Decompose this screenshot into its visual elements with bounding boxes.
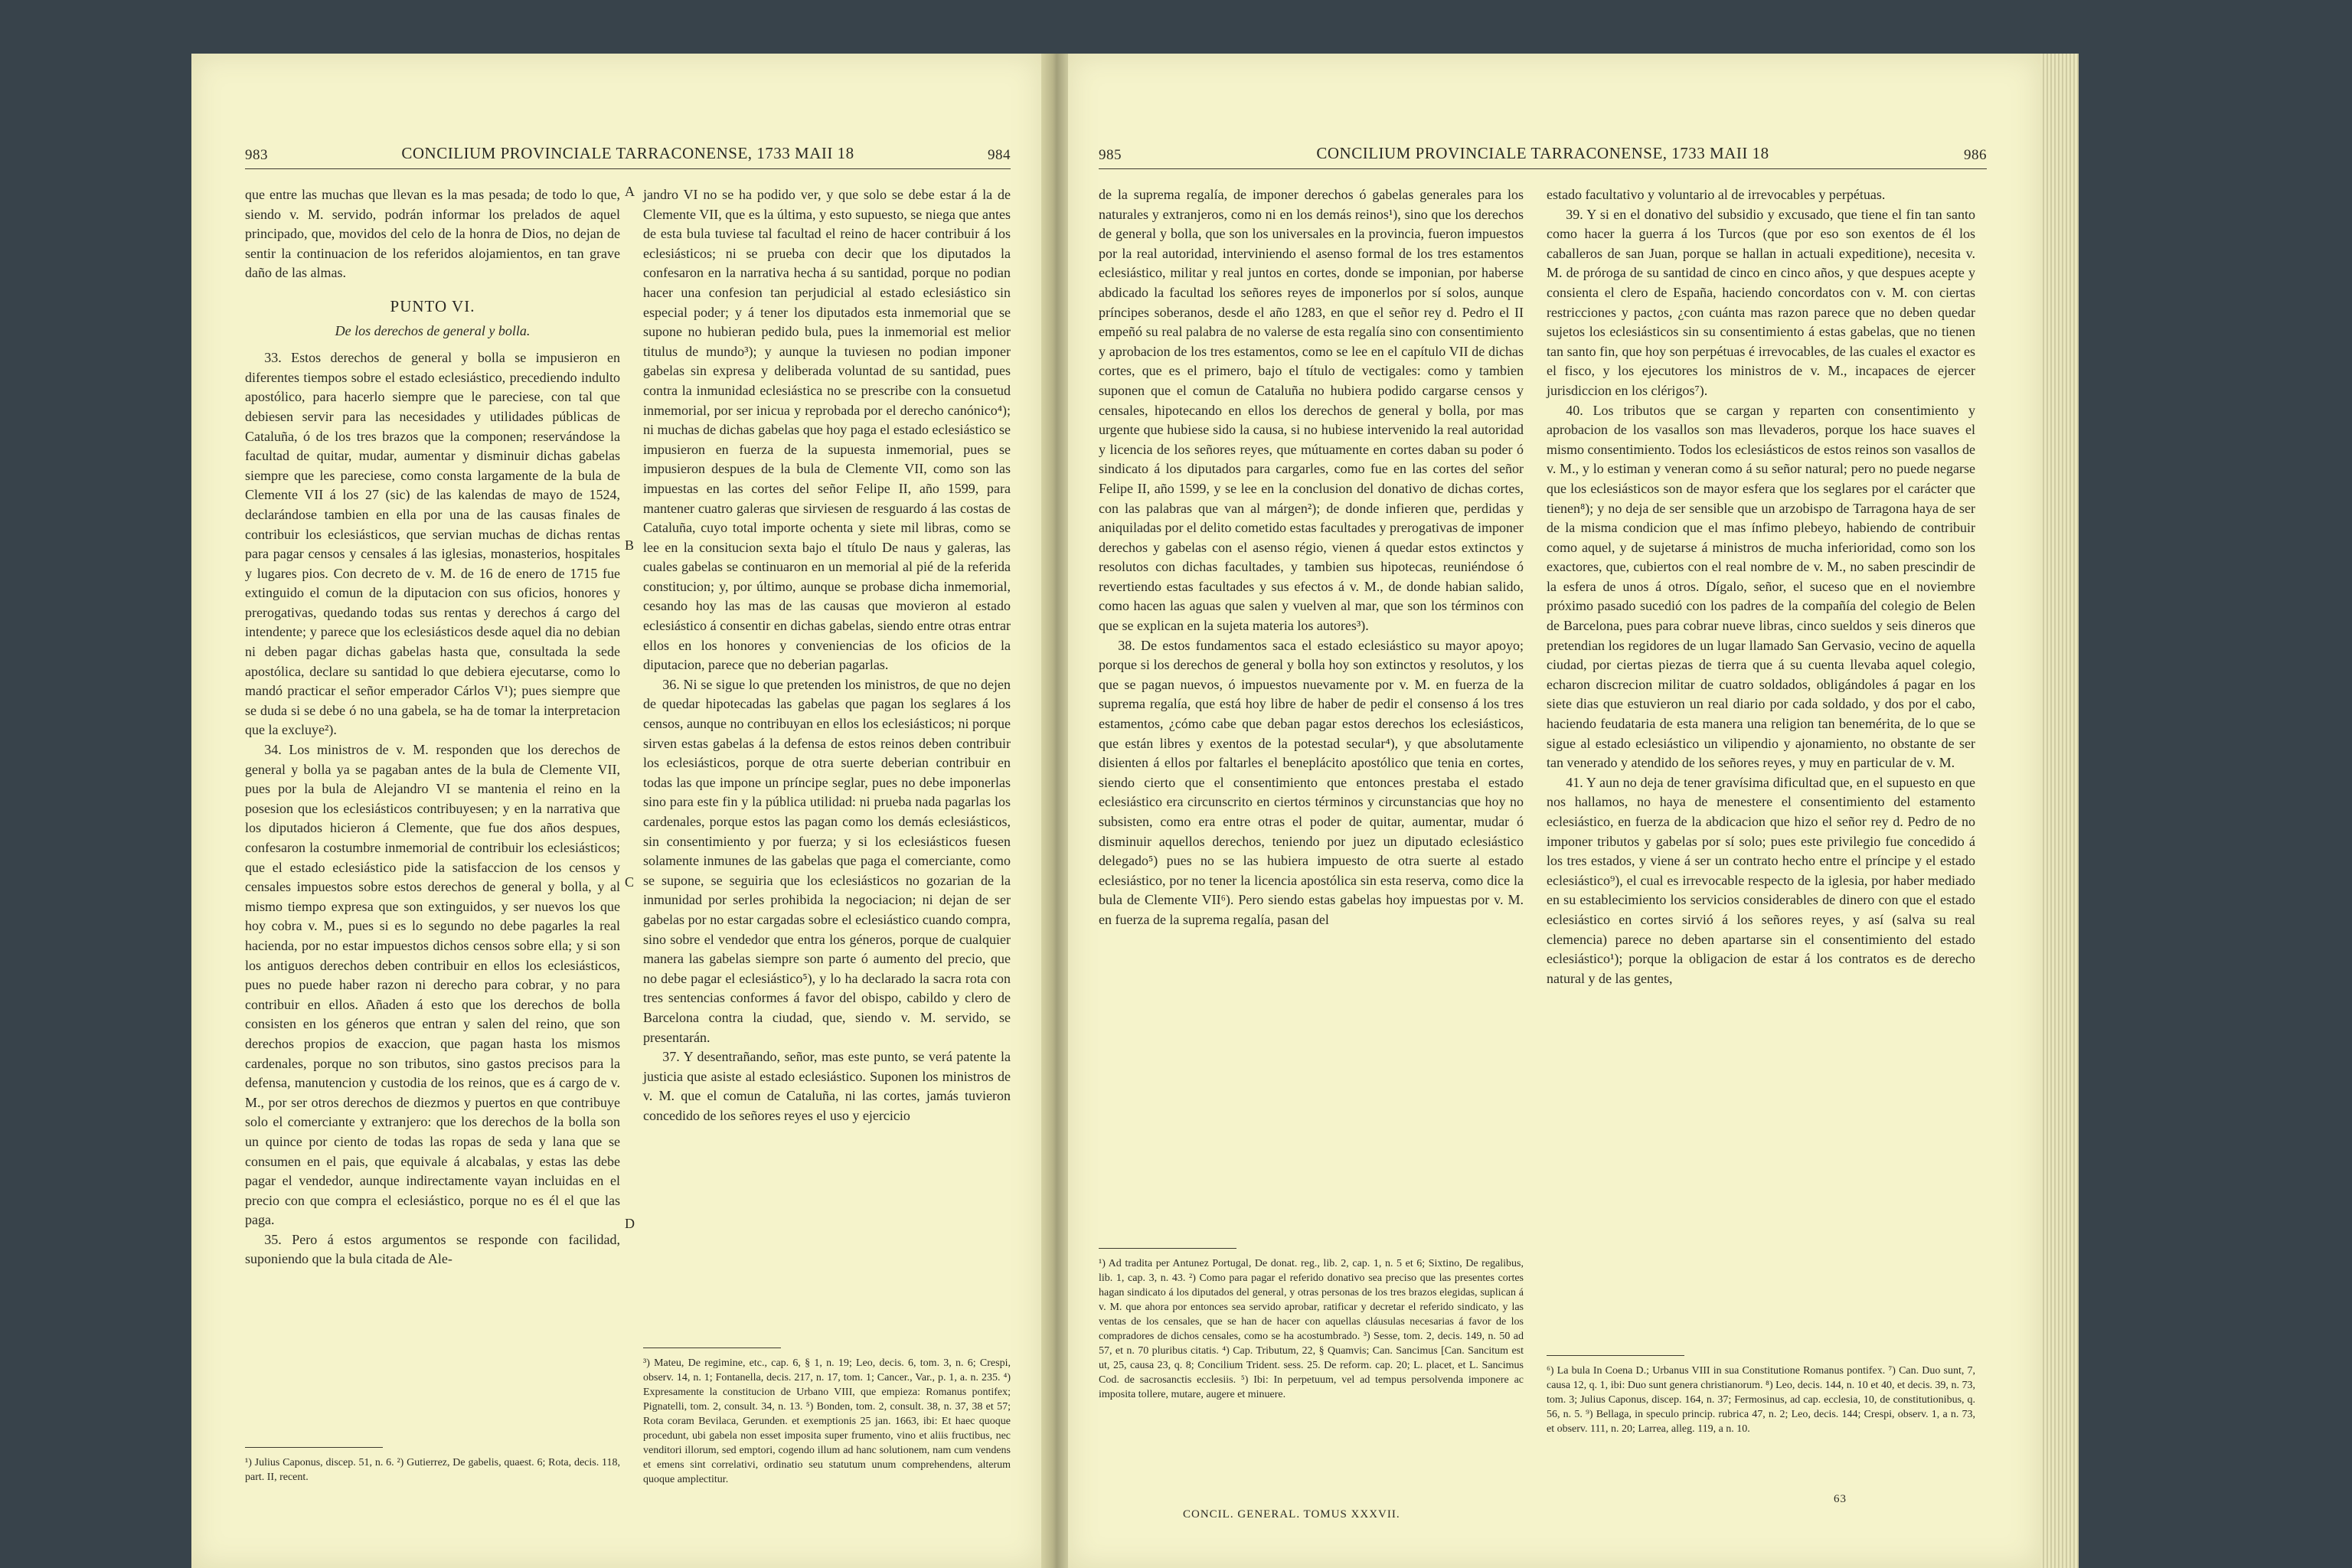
margin-marker: A (625, 184, 635, 199)
paragraph: 41. Y aun no deja de tener gravísima dificultad que, en el supuesto en que nos hallamos, no haya de menestere el consentimiento del estamento eclesiástico, en fuerza de la abdicacion que hizo el señor rey d. Pedro de no imponer tributos y gabelas por sí solo; pues este privilegio fue concedido á los tres estados, y viene á ser un contrato hecho entre el príncipe y el estado eclesiástico⁹), el cual es irrevocable respecto de la iglesia, por haber mediado en su establecimiento los servicios considerables de dinero con que el estado eclesiástico en cortes sirvió á los señores reyes, y así (salva su real clemencia) parece no deben apartarse sin el consentimiento del estado eclesiástico¹); porque la obligacion de estar á los contratos es de derecho natural y de las gentes, (1547, 774, 1975, 986)
text-column-left (245, 185, 620, 1269)
paragraph: 34. Los ministros de v. M. responden que los derechos de general y bolla ya se pagaban antes de la bula de Clemente VII, pues por la bula de Alejandro VI se mantenia el reino en la posesion que los eclesiásticos contribuyesen; y en la narrativa que los diputados hicieron á Clemente, que fue dos años despues, confesaron la costumbre inmemorial de contribuir los eclesiásticos; que el estado eclesiástico pide la satisfaccion de los censos y censales impuestos sobre estos derechos de general y bolla, y al mismo tiempo expresa que son extinguidos, y ser nuevos los que hoy cobra v. M., pues si es lo segundo no debe pagarles la real hacienda, por no estar impuestos dichos censos sobre ella; y si son los antiguos derechos deben contribuir en ellos los eclesiásticos, pues no puede haber razon ni derecho para cobrar, y no para contribuir en ellos. Añaden á esto que los derechos de bolla consisten en los géneros que entran y salen del reino, que son derechos propios de exaccion, que pagan hasta los mismos cardenales, porque no son tributos, sino gastos precisos para la defensa, manutencion y custodia de los reinos, que es á cargo de v. M., por ser otros derechos de diezmos y puertos en que contribuye solo el comerciante y extranjero: que los derechos de la bolla son un quince por ciento de todas las ropas de seda y lana que se consumen en el pais, que equivale á alcabalas, y estas las debe pagar el vendedor, aunque indirectamente vayan incluidas en el precio con que compra el eclesiástico, porque no es él el que las paga. (245, 742, 620, 1228)
right-page (1068, 54, 2040, 1568)
footnote-text: ³) Mateu, De regimine, etc., cap. 6, § 1, n. 19; Leo, decis. 6, tom. 3, n. 6; Crespi, observ. 14, n. 1; Fontanella, decis. 217, n. 17, tom. 1; Cancer., Var., p. 1, a. n. 235. ⁴) Expresamente la constitucion de Urbano VIII, que empieza: Romanus pontifex; Pignatelli, tom. 2, consult. 34, n. 13. ⁵) Bonden, tom. 2, consult. 38, n. 37, 38 et 57; Rota coram Bevilaca, Gerunden. et exemptionis 25 jan. 1663, ibi: Et haec quoque procedunt, ubi gabela non esset imposita super frumento, vino et aliis fructibus, nec venditori illorum, sed emptori, cogendo illum ad hanc solutionem, nam cum vendens et emens sint correlativi, ordinatio seu statutum unum comprehendens, alterum quoque amplectitur. (643, 1357, 1011, 1485)
paragraph: 40. Los tributos que se cargan y reparten con consentimiento y aprobacion de los vasallos son mas llevaderos, porque los hace suaves el mismo consentimiento. Todos los eclesiásticos de estos reinos son vasallos de v. M., y lo estiman y veneran como á su señor natural; pero no puede negarse que los eclesiásticos son de mayor esfera que los seglares por el carácter que tienen⁸); y no deja de ser sensible que un arzobispo de Tarragona haya de ser de la misma condicion que el mas ínfimo plebeyo, habiendo de contribuir como aquel, y de sujetarse á ministros de mucha inferioridad, como son los exactores, que, cubiertos con el real nombre de v. M., no saben prescindir de la esfera de unos á otros. Dígalo, señor, el suceso que en el noviembre próximo pasado sucedió con los padres de la compañía del colegio de Belen de Barcelona, pues para cobrar nueve libras, cinco sueldos y seis dineros que pretendian los regidores de un lugar llamado San Gervasio, vecino de aquella ciudad, por ciertas piezas de tierra que á su cuenta llevaba aquel colegio, echaron discrecion militar de cuatro soldados, obligándoles á pagar en los siete dias que estuvieron un real diario por cada soldado, y dos por el cabo, haciendo feudataria de esta manera una religion tan benemérita, de lo que se sigue al estado eclesiástico un vilipendio y ajonamiento, no obstante de ser tan venerado y atendido de los señores reyes, y muy en particular de v. M. (1547, 402, 1975, 771)
section-subheading: De los derechos de general y bolla. (335, 322, 531, 338)
header-rule (245, 168, 1011, 169)
footnote-text: ¹) Julius Caponus, discep. 51, n. 6. ²) Gutierrez, De gabelis, quaest. 6; Rota, decis. 118, part. II, recent. (245, 1457, 620, 1483)
header-rule (1099, 168, 1987, 169)
margin-marker: D (625, 1216, 635, 1231)
paragraph: jandro VI no se ha podido ver, y que solo se debe estar á la de Clemente VII, que es la última, y esto supuesto, se niega que antes de esta bula tuviese tal facultad el reino de hacer contribuir á los eclesiásticos; ni se prueba con decir que los diputados la confesaron en la narrativa hecha á su santidad, porque no podian hacer una confesion tan perjudicial al estado eclesiástico sin especial poder; y á tener los diputados esta inmemorial que se supone no hubieran pedido bula, pues la inmemorial est melior titulus de mundo³); y aunque la tuviesen no podian imponer gabelas sin expresa y deliberada voluntad de su santidad, pues contra la inmunidad eclesiástica no se prescribe con la consuetud inmemorial, por ser inicua y reprobada por el derecho canónico⁴); ni muchas de dichas gabelas que hoy paga el estado eclesiástico se impusieron en fuerza de la supuesta inmemorial, pues se impusieron despues de la bula de Clemente VII, como son las impuestas en las cortes del señor Felipe II, año 1599, para mantener cuatro galeras que sirviesen de resguardo á las costas de Cataluña, cuyo total importe ochenta y siete mil libras, como se lee en la consitucion sexta bajo el título De naus y galeras, las cuales gabelas se continuaron en un memorial al pié de la referida constitucion; y, por último, aunque se probase dicha inmemorial, cesando hoy las mas de las causas que movieron al estado eclesiástico á consentir en dichas gabelas, siendo entre otras entrar ellos en los honores y conveniencias de los oficios de la diputacion, parece que no deberian pagarlas. (643, 187, 1011, 673)
footnotes (1547, 1355, 1975, 1436)
paragraph: 37. Y desentrañando, señor, mas este punto, se verá patente la justicia que asiste al estado eclesiástico. Suponen los ministros de v. M. que el comun de Cataluña, ni las cortes, jamás tuvieron concedido de los señores reyes el uso y ejercicio (643, 1049, 1011, 1123)
paragraph: que entre las muchas que llevan es la mas pesada; de todo lo que, siendo v. M. servido, podrán informar los prelados de aquel principado, que, movidos del celo de la honra de Dios, no dejan de sentir la continuacion de los referidos alojamientos, en tan grave daño de las almas. (245, 187, 620, 281)
footnotes (245, 1447, 620, 1485)
text-column-right (1547, 185, 1975, 988)
page-number: 985 (1099, 147, 1122, 163)
margin-marker: C (625, 874, 635, 890)
page-number: 983 (245, 147, 268, 163)
volume-footer: CONCIL. GENERAL. TOMUS XXXVII. (1183, 1508, 1400, 1521)
paragraph: 36. Ni se sigue lo que pretenden los ministros, de que no dejen de quedar hipotecadas las gabelas que pagan los seglares á los censos, aunque no contribuyan en ellos los eclesiásticos; ni porque sirven estas gabelas á la defensa de estos reinos deben contribuir los eclesiásticos, porque de otra suerte deberian contribuir en todas las que impone un príncipe seglar, pues no debe imponerlas sino para este fin y la pública utilidad: ni prueba nada pagarlas los cardenales, porque estos las pagan como los demás eclesiásticos, sin consentimiento y por fuerza; y si los eclesiásticos fuesen solamente inmunes de las gabelas que paga el comerciante, como se supone, se seguiria que los eclesiásticos no gozarian de la inmunidad por serles prohibida la negociacion; ni dejan de ser gabelas por no estar cargadas sobre el eclesiástico cuando compra, sino sobre el vendedor que entra los géneros, porque de cualquier manera las gabelas siempre son parte ó aumento del precio, que no debe pagar el eclesiástico⁵), y lo ha declarado la sacra rota con tres sentencias conformes á favor del obispo, cabildo y clero de Barcelona contra la ciudad, que, siendo v. M. servido, se presentarán. (643, 676, 1011, 1045)
paragraph: 33. Estos derechos de general y bolla se impusieron en diferentes tiempos sobre el estado eclesiástico, precediendo indulto apostólico, para hacerlo siempre que le pareciese, con tal que debiesen servir para las necesidades y utilidades públicas de Cataluña, ó de los tres brazos que la componen; reservándose la facultad de quitar, mudar, aumentar y disminuir dichas gabelas siempre que les pareciese, como consta largamente de la bula de Clemente VII á los 27 (sic) de las kalendas de mayo de 1524, declarándose tambien en ella por una de las causas finales de contribuir los eclesiásticos, que servian muchas de dichas rentas para pagar censos y censales á las iglesias, monasterios, hospitales y lugares pios. Con decreto de v. M. de 16 de enero de 1715 fue extinguido el comun de la diputacion con sus oficios, honores y prerogativas, quedando todas sus rentas y derechos á cargo del intendente; y parece que los eclesiásticos desde aquel dia no debian ni deben pagar dichas gabelas hasta que, consultada la sede apostólica, declare su santidad lo que debiera ejecutarse, como lo mandó practicar el señor emperador Cárlos V¹); pues siempre que se duda si se debe ó no una gabela, se ha de tomar la interpretacion que la excluye²). (245, 350, 620, 738)
footnotes (643, 1348, 1011, 1487)
footnotes (1099, 1248, 1524, 1402)
running-header (1099, 144, 1987, 168)
left-page (191, 54, 1041, 1568)
text-column-left (1099, 185, 1524, 930)
paragraph: 35. Pero á estos argumentos se responde con facilidad, suponiendo que la bula citada de Ale- (245, 1231, 620, 1267)
page-number: 986 (1964, 147, 1987, 163)
paragraph: de la suprema regalía, de imponer derechos ó gabelas generales para los naturales y extranjeros, como ni en los demás reinos¹), sino que los derechos de general y bolla, que son los universales en la provincia, fueron impuestos por la real autoridad, interviniendo el asenso formal de los tres estamentos eclesiástico, militar y real juntos en cortes, donde se imponian, por haberse abdicado la facultad los señores reyes de imponerlos por sí solos, aunque príncipes soberanos, desde el año 1283, en que el señor rey d. Pedro el II empeñó su real palabra de no valerse de esta regalía sino con consentimiento y aprobacion de los tres estamentos, como se lee en el capítulo VII de dichas cortes, que es el primero, bajo el título de vectigales: como y tambien suponen que el comun de Cataluña no hubiera podido cargarse censos y censales, hipotecando en ellos los derechos de general y bolla, por mas urgente que hubiese sido la causa, si no hubiese intervenido la real autoridad y licencia de los señores reyes, que mútuamente en cortes daban su poder ó sindicato á los diputados para cargarles, como fue en las cortes del señor Felipe II, año 1599, y se lee en la conclusion del donativo de dichas cortes, con las palabras que van al márgen²); de donde infieren que, perdidas y aniquiladas por el delito cometido estas facultades y prerogativas de imponer derechos y gabelas con el asenso régio, vienen á quedar estos extinctos y resolutos con dichas facultades, y tambien sus hipotecas, reuniéndose ó revertiendo estas facultades y sus efectos á v. M., de donde habian salido, como hacen las aguas que salen y vuelven al mar, que son los términos con que se explican en la sujeta materia los autores³). (1099, 187, 1524, 634)
running-title: CONCILIUM PROVINCIALE TARRACONENSE, 1733 MAII 18 (401, 144, 854, 162)
footnote-text: ⁶) La bula In Coena D.; Urbanus VIII in sua Constitutione Romanus pontifex. ⁷) Can. Duo sunt, 7, causa 12, q. 1, ibi: Duo sunt genera christianorum. ⁸) Leo, decis. 144, n. 10 et 40, et decis. 39, n. 73, tom. 3; Julius Caponus, discep. 164, n. 37; Fermosinus, ad cap. ecclesia, 10, de constitutionibus, q. 56, n. 5. ⁹) Bellaga, in speculo princip. rubrica 47, n. 2; Leo, decis. 144; Crespi, observ. 1, a n. 73, et observ. 111, n. 20; Larrea, alleg. 119, a n. 10. (1547, 1365, 1975, 1435)
margin-marker: B (625, 537, 635, 553)
paragraph: estado facultativo y voluntario al de irrevocables y perpétuas. (1547, 187, 1886, 202)
text-column-right (643, 185, 1011, 1126)
paragraph: 38. De estos fundamentos saca el estado eclesiástico su mayor apoyo; porque si los derechos de general y bolla hoy son extinctos y resolutos, y los que se pagan nuevos, ó impuestos nuevamente por v. M. en fuerza de la suprema regalía, que está hoy libre de haber de pedir el consenso á los tres estamentos, ¿cómo cabe que deban pagar estos derechos los eclesiásticos, que están libres y exentos de la potestad secular⁴), y que absolutamente disienten á ellos por faltarles el beneplácito apostólico que tenia en cortes, siendo cierto que el consentimiento que entonces prestaba el estado eclesiástico era circunscrito en ciertos términos y circunstancias que hoy no subsisten, como era entre otras el poder de quitar, aumentar, mudar ó disminuir aquellos derechos, teniendo por juez un diputado eclesiástico delegado⁵) pues no se las hubiera impuesto de otra suerte al estado eclesiástico, por no tener la licencia apostólica sin esta reserva, como dice la bula de Clemente VII⁶). Pero siendo estas gabelas hoy impuestas por v. M. en fuerza de la suprema regalía, pasan del (1099, 637, 1524, 927)
footnote-text: ¹) Ad tradita per Antunez Portugal, De donat. reg., lib. 2, cap. 1, n. 5 et 6; Sixtino, De regalibus, lib. 1, cap. 3, n. 43. ²) Como para pagar el referido donativo sea preciso que las presentes cortes hagan sindicato á los diputados del general, y otras personas de los tres brazos elegidas, suplican á v. M. que ahora por entonces sea servido aprobar, ratificar y decretar el referido sindicato, y las ventas de los censales, que se han de hacer con aquellas cláusulas necesarias á favor de los compradores de dichos censales, como se ha acostumbrado. ³) Sesse, tom. 2, decis. 149, n. 50 ad 57, et n. 70 pluribus citatis. ⁴) Cap. Tributum, 22, § Quamvis; Can. Sancimus [Can. Sancitum est ut, 25, causa 23, q. 8; Concilium Trident. sess. 25. De reform. cap. 20; L. placet, et L. Sancimus Cod. de sacrosanctis ecclesiis. ⁵) Ibi: In perpetuum, vel ad tempus persolvenda imponere ac imposita tollere, mutare, augere et minuere. (1099, 1258, 1524, 1400)
running-title: CONCILIUM PROVINCIALE TARRACONENSE, 1733 MAII 18 (1316, 144, 1769, 162)
page-number: 984 (988, 147, 1011, 163)
running-header (245, 144, 1011, 168)
section-heading: PUNTO VI. (390, 296, 475, 315)
paragraph: 39. Y si en el donativo del subsidio y excusado, que tiene el fin tan santo como hacer la guerra á los Turcos (que por eso son exentos de él los caballeros de san Juan, porque se hallan in actuali expeditione), necesita v. M. de próroga de su santidad de cinco en cinco años, y que despues acepte y consienta el clero de España, haciendo concordatos con v. M. con ciertas restricciones y pactos, ¿con cuánta mas razon parece que no deben quedar sujetos los eclesiásticos sin su consentimiento á estas gabelas, que no tienen tan santo fin, que hoy son perpétuas é irrevocables, de las cuales el exactor es el fisco, y los ejecutores los ministros de v. M., incapaces de ejercer jurisdiccion en los clérigos⁷). (1547, 206, 1975, 398)
signature-mark: 63 (1834, 1493, 1847, 1505)
